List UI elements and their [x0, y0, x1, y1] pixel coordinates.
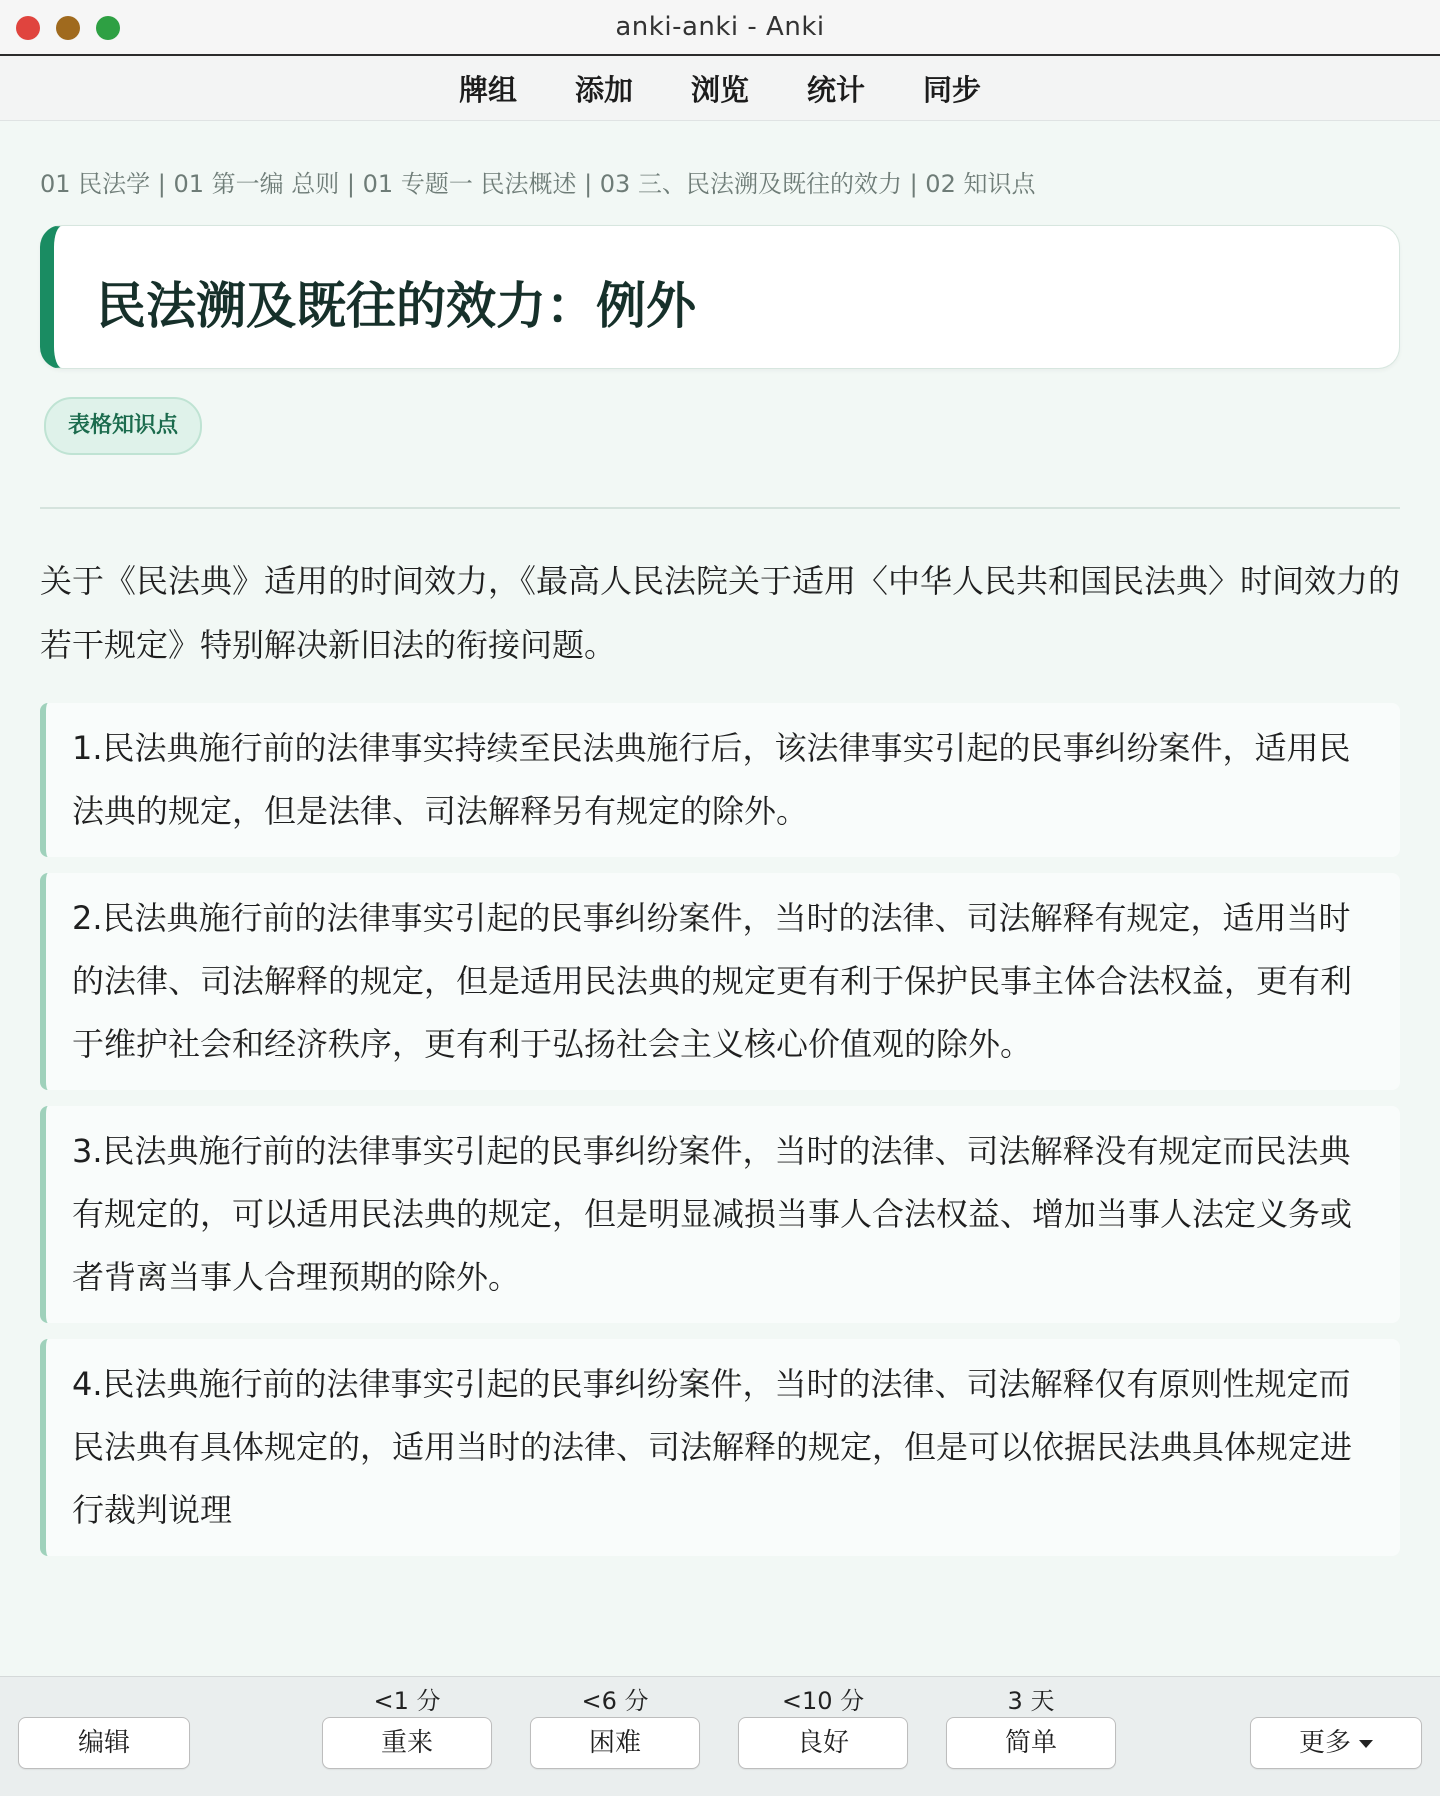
good-button[interactable]: 良好	[738, 1717, 908, 1769]
toolbar-decks[interactable]: 牌组	[458, 73, 517, 107]
card-content	[40, 120, 1400, 1556]
dropdown-caret-icon	[1359, 1740, 1373, 1748]
window-title: anki-anki - Anki	[615, 12, 825, 42]
more-button[interactable]	[1250, 1717, 1422, 1769]
title-card	[40, 225, 1400, 369]
good-interval: <10 分	[781, 1687, 865, 1715]
breadcrumb: 01 民法学 | 01 第一编 总则 | 01 专题一 民法概述 | 03 三、民法溯及既往的效力 | 02 知识点	[40, 170, 1036, 198]
edit-button[interactable]: 编辑	[18, 1717, 190, 1769]
toolbar-nav	[0, 68, 1440, 109]
toolbar-add[interactable]: 添加	[574, 73, 633, 107]
intro-paragraph: 关于《民法典》适用的时间效力，《最高人民法院关于适用〈中华人民共和国民法典〉时间效力的若干规定》特别解决新旧法的衔接问题。	[40, 562, 1401, 664]
answer-bar	[0, 1676, 1440, 1796]
point-block: 3.民法典施行前的法律事实引起的民事纠纷案件，当时的法律、司法解释没有规定而民法典有规定的，可以适用民法典的规定，但是明显减损当事人合法权益、增加当事人法定义务或者背离当事人合理预期的除外。	[40, 1106, 1400, 1323]
hard-interval: <6 分	[581, 1687, 649, 1715]
toolbar-stats[interactable]: 统计	[806, 73, 865, 107]
main-toolbar	[0, 56, 1440, 121]
divider	[40, 507, 1400, 509]
again-interval: <1 分	[373, 1687, 441, 1715]
point-block: 1.民法典施行前的法律事实持续至民法典施行后，该法律事实引起的民事纠纷案件，适用民法典的规定，但是法律、司法解释另有规定的除外。	[40, 703, 1400, 857]
title-bar	[0, 0, 1440, 56]
again-button[interactable]: 重来	[322, 1717, 492, 1769]
hard-button[interactable]: 困难	[530, 1717, 700, 1769]
easy-button[interactable]: 简单	[946, 1717, 1116, 1769]
point-block: 4.民法典施行前的法律事实引起的民事纠纷案件，当时的法律、司法解释仅有原则性规定而民法典有具体规定的，适用当时的法律、司法解释的规定，但是可以依据民法典具体规定进行裁判说理	[40, 1339, 1400, 1556]
point-block: 2.民法典施行前的法律事实引起的民事纠纷案件，当时的法律、司法解释有规定，适用当时的法律、司法解释的规定，但是适用民法典的规定更有利于保护民事主体合法权益，更有利于维护社会和经济秩序，更有利于弘扬社会主义核心价值观的除外。	[40, 873, 1400, 1090]
easy-interval: 3 天	[1007, 1687, 1055, 1715]
card-title: 民法溯及既往的效力：例外	[96, 277, 696, 335]
toolbar-browse[interactable]: 浏览	[690, 73, 749, 107]
tag-badge: 表格知识点	[44, 397, 202, 455]
more-label: 更多	[1298, 1728, 1351, 1758]
toolbar-sync[interactable]: 同步	[922, 73, 981, 107]
